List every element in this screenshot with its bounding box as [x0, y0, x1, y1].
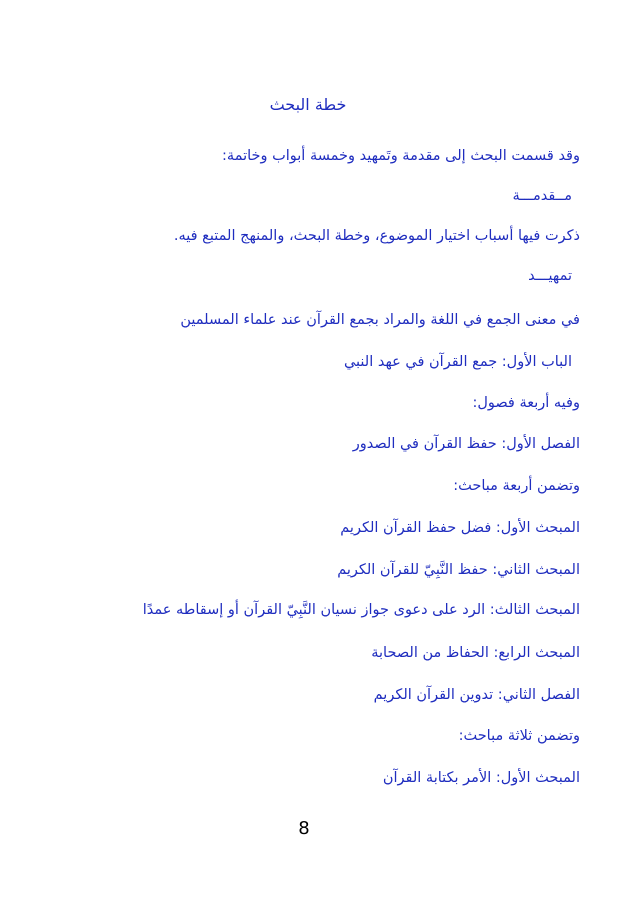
- chapter-one-sections-count: وفيه أربعة فصول:: [472, 395, 580, 411]
- topic-line: المبحث الثالث: الرد على دعوى جواز نسيان النَّبِيّ القرآن أو إسقاطه عمدًا: [142, 602, 580, 618]
- introduction-description: ذكرت فيها أسباب اختيار الموضوع، وخطة البحث، والمنهج المتبع فيه.: [173, 228, 580, 244]
- section-heading-introduction: مــقدمـــة: [512, 188, 572, 204]
- topic-line: المبحث الثاني: حفظ النَّبِيّ للقرآن الكريم: [337, 562, 580, 578]
- topic-line: المبحث الأول: فضل حفظ القرآن الكريم: [340, 520, 580, 536]
- topic-line: المبحث الأول: الأمر بكتابة القرآن: [382, 770, 580, 786]
- section-one-topics-count: وتضمن أربعة مباحث:: [453, 478, 580, 494]
- section-heading-preface: تمهيـــد: [528, 268, 572, 284]
- section-two-heading: الفصل الثاني: تدوين القرآن الكريم: [373, 687, 580, 703]
- chapter-one-heading: الباب الأول: جمع القرآن في عهد النبي: [343, 354, 572, 370]
- section-one-heading: الفصل الأول: حفظ القرآن في الصدور: [352, 436, 580, 452]
- section-two-topics-count: وتضمن ثلاثة مباحث:: [458, 728, 580, 744]
- page-title: خطة البحث: [269, 95, 347, 114]
- page-number: 8: [298, 818, 310, 839]
- topic-line: المبحث الرابع: الحفاظ من الصحابة: [371, 645, 580, 661]
- preface-description: في معنى الجمع في اللغة والمراد بجمع القرآن عند علماء المسلمين: [180, 312, 580, 328]
- intro-line: وقد قسمت البحث إلى مقدمة وتَمهيد وخمسة أبواب وخاتمة:: [222, 148, 580, 164]
